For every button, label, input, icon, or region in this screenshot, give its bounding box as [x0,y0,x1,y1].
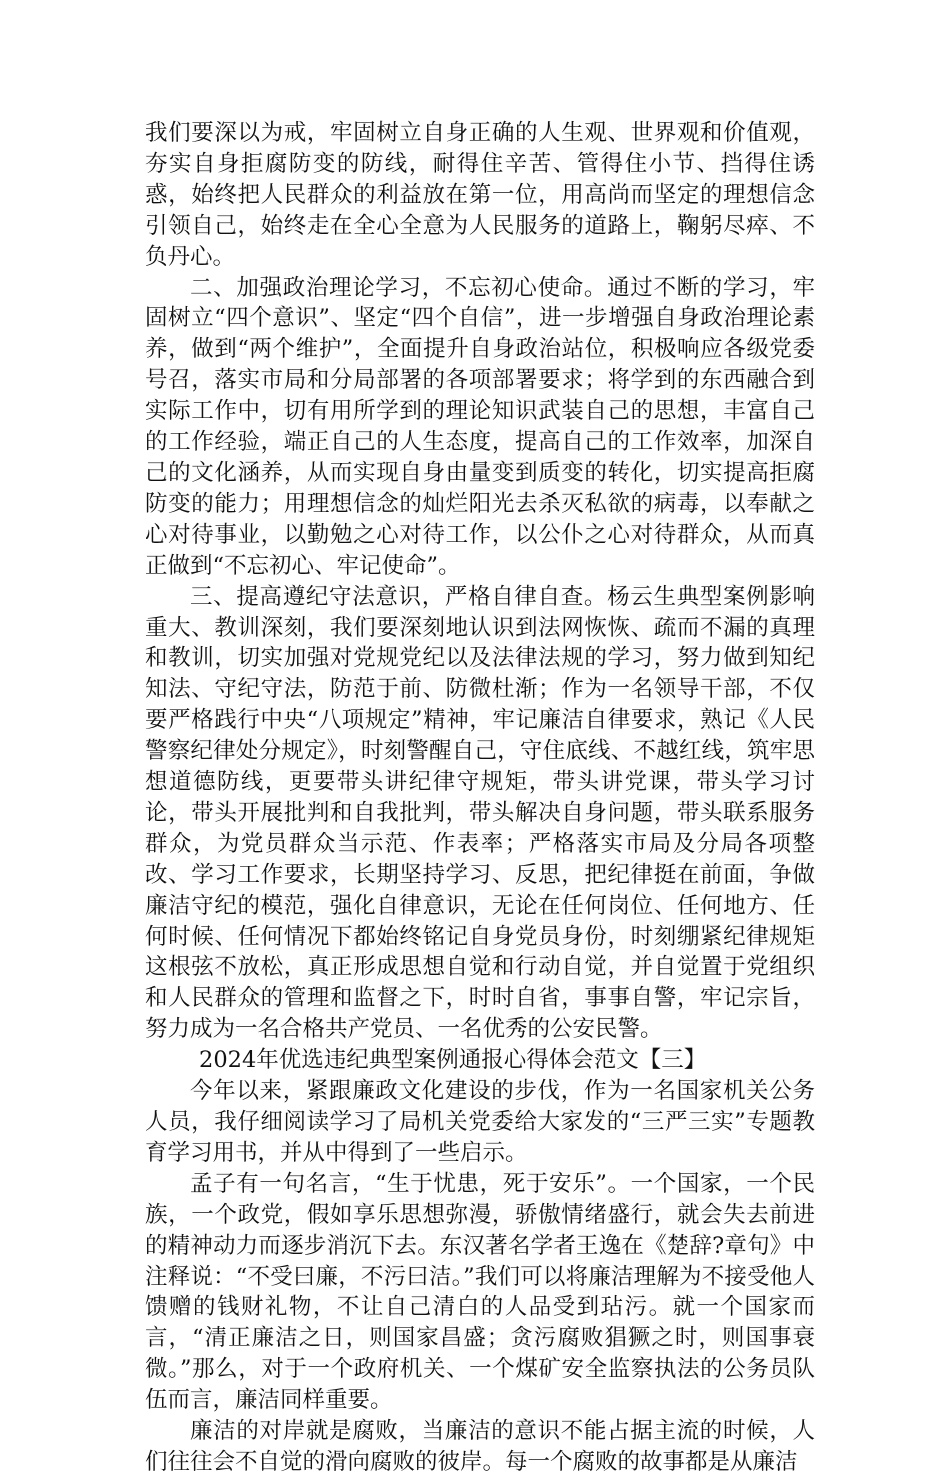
paragraph-conclusion-part: 我们要深以为戒，牢固树立自身正确的人生观、世界观和价值观，夯实自身拒腐防变的防线，耐得住辛苦、管得住小节、挡得住诱惑，始终把人民群众的利益放在第一位，用高尚而坚定的理想信念引领自己，始终走在全心全意为人民服务的道路上，鞠躬尽瘁、不负丹心。 [145,120,815,270]
paragraph-mencius: 孟子有一句名言，“生于忧患，死于安乐”。一个国家，一个民族，一个政党，假如享乐思想弥漫，骄傲情绪盛行，就会失去前进的精神动力而逐步消沉下去。东汉著名学者王逸在《楚辞?章句》中注释说：“不受曰廉，不污曰洁。”我们可以将廉洁理解为不接受他人馈赠的钱财礼物，不让自己清白的人品受到玷污。就一个国家而言，“清正廉洁之日，则国家昌盛；贪污腐败猖獗之时，则国事衰微。”那么，对于一个政府机关、一个煤矿安全监察执法的公务员队伍而言，廉洁同样重要。 [145,1170,815,1414]
article-heading: 2024年优选违纪典型案例通报心得体会范文【三】 [199,1047,707,1074]
paragraph-intro: 今年以来，紧跟廉政文化建设的步伐，作为一名国家机关公务人员，我仔细阅读学习了局机关党委给大家发的“三严三实”专题教育学习用书，并从中得到了一些启示。 [145,1078,815,1166]
paragraph-section-two: 二、加强政治理论学习，不忘初心使命。通过不断的学习，牢固树立“四个意识”、坚定“四个自信”，进一步增强自身政治理论素养，做到“两个维护”，全面提升自身政治站位，积极响应各级党委号召，落实市局和分局部署的各项部署要求；将学到的东西融合到实际工作中，切有用所学到的理论知识武装自己的思想，丰富自己的工作经验，端正自己的人生态度，提高自己的工作效率，加深自己的文化涵养，从而实现自身由量变到质变的转化，切实提高拒腐防变的能力；用理想信念的灿烂阳光去杀灭私欲的病毒，以奉献之心对待事业，以勤勉之心对待工作，以公仆之心对待群众，从而真正做到“不忘初心、牢记使命”。 [145,274,815,579]
paragraph-corruption: 廉洁的对岸就是腐败，当廉洁的意识不能占据主流的时候，人们往往会不自觉的滑向腐败的彼岸。每一个腐败的故事都是从廉洁 [145,1418,815,1475]
document-body [145,118,815,1478]
paragraph-section-three: 三、提高遵纪守法意识，严格自律自查。杨云生典型案例影响重大、教训深刻，我们要深刻地认识到法网恢恢、疏而不漏的真理和教训，切实加强对党规党纪以及法律法规的学习，努力做到知纪知法、守纪守法，防范于前、防微杜渐；作为一名领导干部，不仅要严格践行中央“八项规定”精神，牢记廉洁自律要求，熟记《人民警察纪律处分规定》，时刻警醒自己，守住底线、不越红线，筑牢思想道德防线，更要带头讲纪律守规矩，带头讲党课，带头学习讨论，带头开展批判和自我批判，带头解决自身问题，带头联系服务群众，为党员群众当示范、作表率；严格落实市局及分局各项整改、学习工作要求，长期坚持学习、反思，把纪律挺在前面，争做廉洁守纪的模范，强化自律意识，无论在任何岗位、任何地方、任何时候、任何情况下都始终铭记自身党员身份，时刻绷紧纪律规矩这根弦不放松，真正形成思想自觉和行动自觉，并自觉置于党组织和人民群众的管理和监督之下，时时自省，事事自警，牢记宗旨，努力成为一名合格共产党员、一名优秀的公安民警。 [145,583,815,1043]
